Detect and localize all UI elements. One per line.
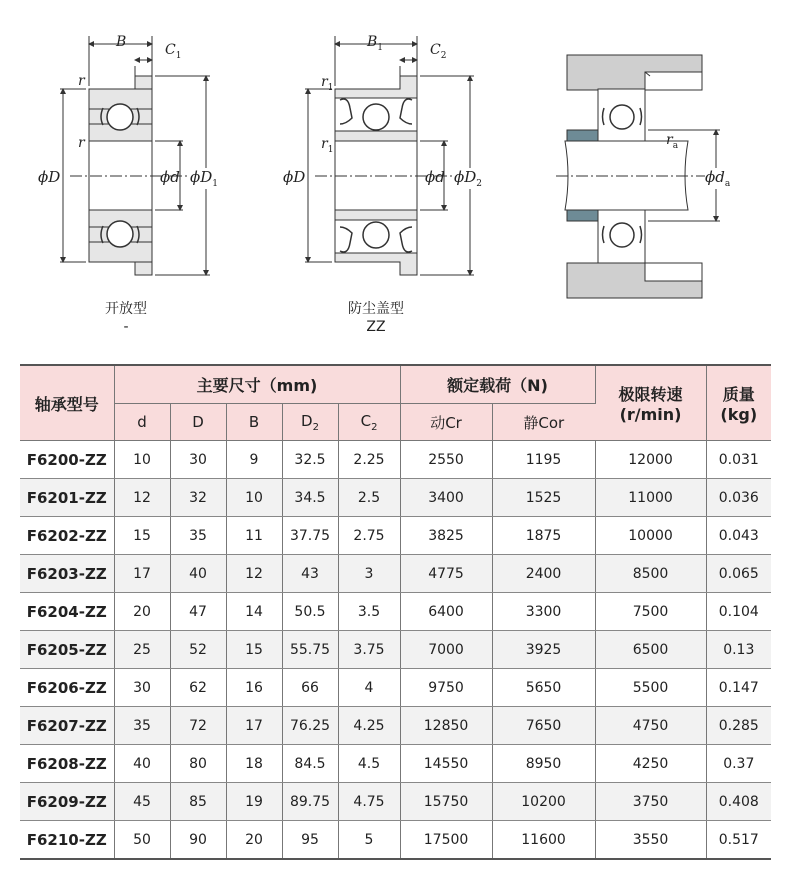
cell-model: F6208-ZZ — [20, 745, 114, 783]
table-cell: 1875 — [492, 517, 595, 555]
table-row — [20, 517, 771, 555]
table-cell: 2550 — [400, 441, 492, 479]
zz-type-diagram — [305, 36, 475, 275]
table-cell: 3 — [338, 555, 400, 593]
table-cell: 0.285 — [706, 707, 771, 745]
table-cell: 0.104 — [706, 593, 771, 631]
table-row — [20, 669, 771, 707]
dim-label-flange-d2: $\phi D_2$ — [454, 168, 482, 189]
header-limit-speed: 极限转速 (r/min) — [595, 365, 706, 441]
table-cell: 35 — [170, 517, 226, 555]
header-main-dimensions: 主要尺寸（mm) — [114, 365, 400, 404]
table-cell: 2.5 — [338, 479, 400, 517]
table-cell: 2400 — [492, 555, 595, 593]
table-cell: 15 — [114, 517, 170, 555]
cell-model: F6210-ZZ — [20, 821, 114, 860]
header-static-cor: 静Cor — [492, 404, 595, 441]
table-cell: 12 — [114, 479, 170, 517]
table-cell: 3550 — [595, 821, 706, 860]
header-d: d — [114, 404, 170, 441]
dim-label-da: $\phi d_a$ — [705, 168, 731, 189]
table-cell: 30 — [170, 441, 226, 479]
dim-label-ra: $r_a$ — [666, 132, 679, 151]
table-body — [20, 441, 771, 860]
table-row — [20, 783, 771, 821]
table-cell: 4775 — [400, 555, 492, 593]
table-cell: 18 — [226, 745, 282, 783]
table-cell: 15750 — [400, 783, 492, 821]
table-row — [20, 479, 771, 517]
header-c2: $C_2$ — [338, 404, 400, 441]
table-cell: 7000 — [400, 631, 492, 669]
table-cell: 12850 — [400, 707, 492, 745]
table-cell: 10 — [226, 479, 282, 517]
table-row — [20, 593, 771, 631]
table-cell: 32.5 — [282, 441, 338, 479]
header-mass: 质量 (kg) — [706, 365, 771, 441]
table-cell: 7650 — [492, 707, 595, 745]
dim-label-b1: $B_1$ — [367, 34, 384, 53]
table-cell: 25 — [114, 631, 170, 669]
table-cell: 66 — [282, 669, 338, 707]
cell-model: F6203-ZZ — [20, 555, 114, 593]
caption-zz-type-code: ZZ — [366, 319, 386, 335]
table-cell: 10 — [114, 441, 170, 479]
table-cell: 16 — [226, 669, 282, 707]
cell-model: F6207-ZZ — [20, 707, 114, 745]
table-cell: 55.75 — [282, 631, 338, 669]
table-cell: 15 — [226, 631, 282, 669]
caption-open-type: 开放型 — [105, 301, 147, 317]
table-cell: 0.408 — [706, 783, 771, 821]
table-cell: 0.13 — [706, 631, 771, 669]
header-model: 轴承型号 — [20, 365, 114, 441]
cell-model: F6205-ZZ — [20, 631, 114, 669]
table-cell: 9750 — [400, 669, 492, 707]
table-cell: 37.75 — [282, 517, 338, 555]
dim-label-r1-side: $r_1$ — [321, 136, 334, 155]
caption-open-type-code: - — [123, 319, 129, 335]
dim-label-c2: $C_2$ — [430, 42, 447, 61]
cell-model: F6206-ZZ — [20, 669, 114, 707]
table-cell: 17 — [114, 555, 170, 593]
table-header-row-1 — [20, 365, 771, 404]
table-cell: 40 — [114, 745, 170, 783]
table-cell: 8950 — [492, 745, 595, 783]
dim-label-r1-top: $r_1$ — [321, 74, 334, 93]
table-cell: 11000 — [595, 479, 706, 517]
table-cell: 20 — [226, 821, 282, 860]
table-cell: 3750 — [595, 783, 706, 821]
table-cell: 85 — [170, 783, 226, 821]
table-cell: 5500 — [595, 669, 706, 707]
table-cell: 4.5 — [338, 745, 400, 783]
table-cell: 4.75 — [338, 783, 400, 821]
dim-label-c1: $C_1$ — [165, 42, 182, 61]
table-cell: 12000 — [595, 441, 706, 479]
table-cell: 45 — [114, 783, 170, 821]
table-cell: 9 — [226, 441, 282, 479]
table-cell: 8500 — [595, 555, 706, 593]
table-cell: 19 — [226, 783, 282, 821]
table-row — [20, 441, 771, 479]
table-cell: 2.75 — [338, 517, 400, 555]
table-cell: 84.5 — [282, 745, 338, 783]
mounting-diagram — [556, 55, 720, 298]
table-cell: 7500 — [595, 593, 706, 631]
table-cell: 0.37 — [706, 745, 771, 783]
table-cell: 1525 — [492, 479, 595, 517]
bearing-diagrams — [0, 0, 790, 345]
table-cell: 32 — [170, 479, 226, 517]
cell-model: F6209-ZZ — [20, 783, 114, 821]
table-cell: 89.75 — [282, 783, 338, 821]
table-cell: 47 — [170, 593, 226, 631]
table-cell: 35 — [114, 707, 170, 745]
cell-model: F6204-ZZ — [20, 593, 114, 631]
table-row — [20, 555, 771, 593]
table-cell: 14550 — [400, 745, 492, 783]
table-cell: 5650 — [492, 669, 595, 707]
table-row — [20, 745, 771, 783]
table-cell: 3400 — [400, 479, 492, 517]
table-cell: 20 — [114, 593, 170, 631]
table-cell: 3.5 — [338, 593, 400, 631]
table-cell: 0.043 — [706, 517, 771, 555]
header-outer-d: D — [170, 404, 226, 441]
table-cell: 0.065 — [706, 555, 771, 593]
table-cell: 34.5 — [282, 479, 338, 517]
table-row — [20, 707, 771, 745]
header-rated-load: 额定载荷（N) — [400, 365, 595, 404]
table-cell: 0.031 — [706, 441, 771, 479]
table-cell: 3.75 — [338, 631, 400, 669]
table-cell: 0.147 — [706, 669, 771, 707]
table-cell: 80 — [170, 745, 226, 783]
table-cell: 76.25 — [282, 707, 338, 745]
open-type-diagram — [60, 36, 215, 275]
table-cell: 72 — [170, 707, 226, 745]
table-cell: 6400 — [400, 593, 492, 631]
table-cell: 0.517 — [706, 821, 771, 860]
table-cell: 11600 — [492, 821, 595, 860]
header-b: B — [226, 404, 282, 441]
table-cell: 11 — [226, 517, 282, 555]
dim-label-outer-d: ϕD — [38, 168, 61, 186]
table-cell: 2.25 — [338, 441, 400, 479]
table-cell: 17500 — [400, 821, 492, 860]
table-cell: 14 — [226, 593, 282, 631]
table-cell: 17 — [226, 707, 282, 745]
table-cell: 40 — [170, 555, 226, 593]
table-cell: 5 — [338, 821, 400, 860]
table-cell: 6500 — [595, 631, 706, 669]
cell-model: F6200-ZZ — [20, 441, 114, 479]
table-cell: 1195 — [492, 441, 595, 479]
dim-label-flange-d1: $\phi D_1$ — [190, 168, 218, 189]
header-dynamic-cr: 动Cr — [400, 404, 492, 441]
table-cell: 30 — [114, 669, 170, 707]
table-cell: 43 — [282, 555, 338, 593]
bearing-spec-table — [20, 364, 771, 860]
dim-label-r-side: r — [78, 135, 85, 151]
dim-label-b: B — [116, 34, 127, 50]
table-cell: 62 — [170, 669, 226, 707]
diagram-svg — [0, 0, 790, 345]
table-cell: 95 — [282, 821, 338, 860]
table-cell: 3925 — [492, 631, 595, 669]
table-cell: 50.5 — [282, 593, 338, 631]
cell-model: F6202-ZZ — [20, 517, 114, 555]
table-cell: 0.036 — [706, 479, 771, 517]
table-cell: 52 — [170, 631, 226, 669]
caption-zz-type: 防尘盖型 — [348, 301, 404, 317]
header-d2: $D_2$ — [282, 404, 338, 441]
table-row — [20, 631, 771, 669]
dim-label-r-top: r — [78, 73, 85, 89]
table-cell: 50 — [114, 821, 170, 860]
table-cell: 4250 — [595, 745, 706, 783]
table-cell: 12 — [226, 555, 282, 593]
table-cell: 4 — [338, 669, 400, 707]
table-cell: 10200 — [492, 783, 595, 821]
table-cell: 3300 — [492, 593, 595, 631]
table-cell: 90 — [170, 821, 226, 860]
cell-model: F6201-ZZ — [20, 479, 114, 517]
dim-label-bore-d-zz: ϕd — [425, 168, 445, 186]
dim-label-bore-d: ϕd — [160, 168, 180, 186]
table-cell: 4750 — [595, 707, 706, 745]
table-row — [20, 821, 771, 860]
table-cell: 10000 — [595, 517, 706, 555]
table-cell: 4.25 — [338, 707, 400, 745]
dim-label-outer-d-zz: ϕD — [283, 168, 306, 186]
table-cell: 3825 — [400, 517, 492, 555]
